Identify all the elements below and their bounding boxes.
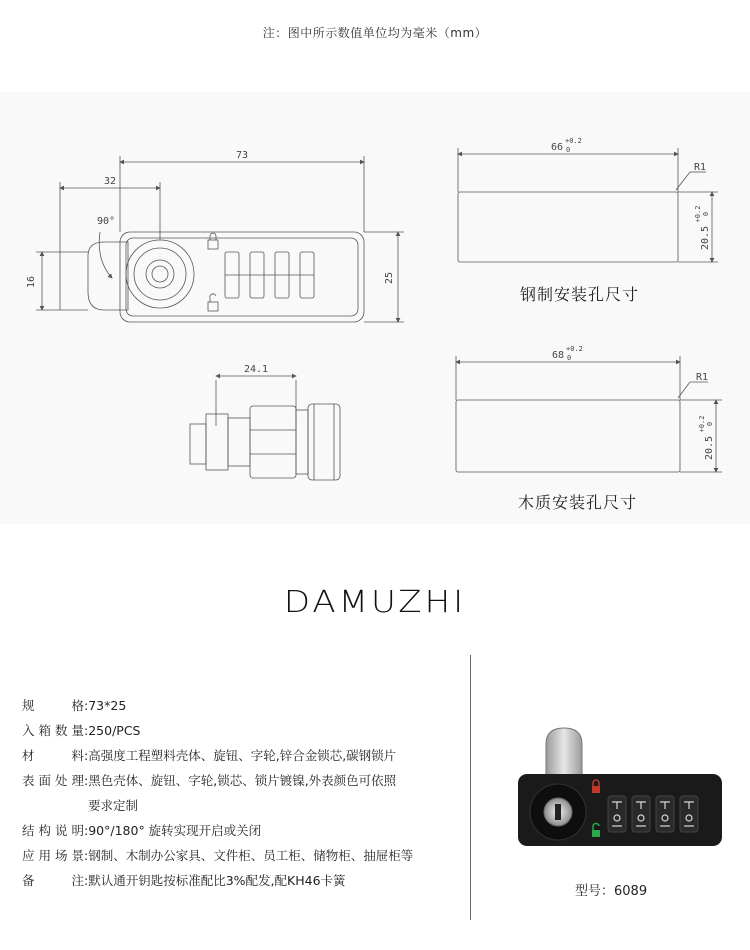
dim-offset: 32: [103, 176, 117, 187]
lock-body-outline: [120, 232, 364, 322]
dim-height-left: 16: [26, 275, 37, 289]
steel-width-tol-bottom: 0: [566, 146, 571, 154]
wood-width-tol-bottom: 0: [567, 354, 572, 362]
spec-key: 入箱数量: [22, 723, 84, 738]
spec-row: [22, 744, 462, 769]
spec-row: [22, 819, 462, 844]
open-lock-icon: [592, 830, 600, 837]
dim-overall: 73: [235, 150, 249, 161]
brand-text: DAMUZHI: [283, 584, 467, 620]
wood-height-tol-bottom: 0: [706, 421, 714, 427]
steel-width: 66: [550, 142, 563, 153]
wood-width: 68: [551, 350, 564, 361]
spec-colon: :: [84, 848, 89, 863]
spec-colon: :: [84, 748, 89, 763]
close-lock-icon: [592, 786, 600, 793]
side-view: [190, 376, 340, 480]
brand-logo: [280, 582, 470, 622]
wood-hole-drawing: [456, 356, 722, 472]
steel-height: 20.5: [700, 225, 711, 251]
spec-key: 表面处理: [22, 773, 84, 788]
spec-value: 默认通开钥匙按标准配比3%配发,配KH46卡簧: [88, 873, 346, 888]
steel-width-tol-top: +0.2: [565, 137, 582, 145]
wood-height-tol-top: +0.2: [698, 415, 706, 433]
wood-radius: R1: [696, 372, 709, 383]
spec-list: [22, 694, 462, 894]
wood-hole-caption: 木质安装孔尺寸: [518, 493, 638, 512]
spec-colon: :: [84, 873, 89, 888]
spec-key: 结构说明: [22, 823, 84, 838]
spec-colon: :: [84, 723, 89, 738]
spec-key: 材 料: [22, 748, 84, 763]
spec-value: 要求定制: [87, 798, 138, 813]
wood-height: 20.5: [704, 435, 715, 461]
spec-key: 备 注: [22, 873, 84, 888]
wood-width-tol-top: +0.2: [566, 345, 583, 353]
spec-value: 73*25: [88, 698, 127, 713]
steel-height-tol-bottom: 0: [702, 211, 710, 217]
dim-side: 24.1: [243, 364, 269, 375]
dial-outlines: [225, 252, 314, 298]
spec-row: [22, 694, 462, 719]
spec-key: [22, 794, 84, 819]
steel-height-tol-top: +0.2: [694, 205, 702, 223]
knob-outline: [126, 240, 194, 308]
spec-row: [22, 794, 462, 819]
spec-row: [22, 844, 462, 869]
cam-outline: [88, 242, 128, 310]
spec-value: 90°/180° 旋转实现开启或关闭: [88, 823, 262, 838]
technical-drawing: [0, 92, 750, 524]
spec-key: 应用场景: [22, 848, 84, 863]
spec-colon: :: [84, 773, 89, 788]
steel-hole-drawing: [458, 148, 718, 262]
steel-hole-caption: 钢制安装孔尺寸: [520, 285, 640, 304]
steel-radius: R1: [694, 162, 707, 173]
spec-row: [22, 769, 462, 794]
units-note: 注：图中所示数值单位均为毫米（mm）: [262, 26, 488, 40]
spec-key: 规 格: [22, 698, 84, 713]
spec-value: 黑色壳体、旋钮、字轮,锁芯、锁片镀镍,外表颜色可依照: [88, 773, 397, 788]
dim-height-right: 25: [384, 271, 395, 285]
spec-value: 钢制、木制办公家具、文件柜、员工柜、储物柜、抽屉柜等: [88, 848, 414, 863]
spec-colon: :: [84, 823, 89, 838]
vertical-divider: [470, 655, 471, 920]
spec-value: 高强度工程塑料壳体、旋钮、字轮,锌合金锁芯,碳钢锁片: [88, 748, 397, 763]
spec-colon: :: [84, 698, 89, 713]
product-photo: [508, 722, 728, 852]
spec-row: [22, 869, 462, 894]
spec-row: [22, 719, 462, 744]
dim-angle: 90°: [96, 216, 116, 227]
spec-value: 250/PCS: [88, 723, 141, 738]
model-number: 型号：6089: [575, 884, 648, 899]
